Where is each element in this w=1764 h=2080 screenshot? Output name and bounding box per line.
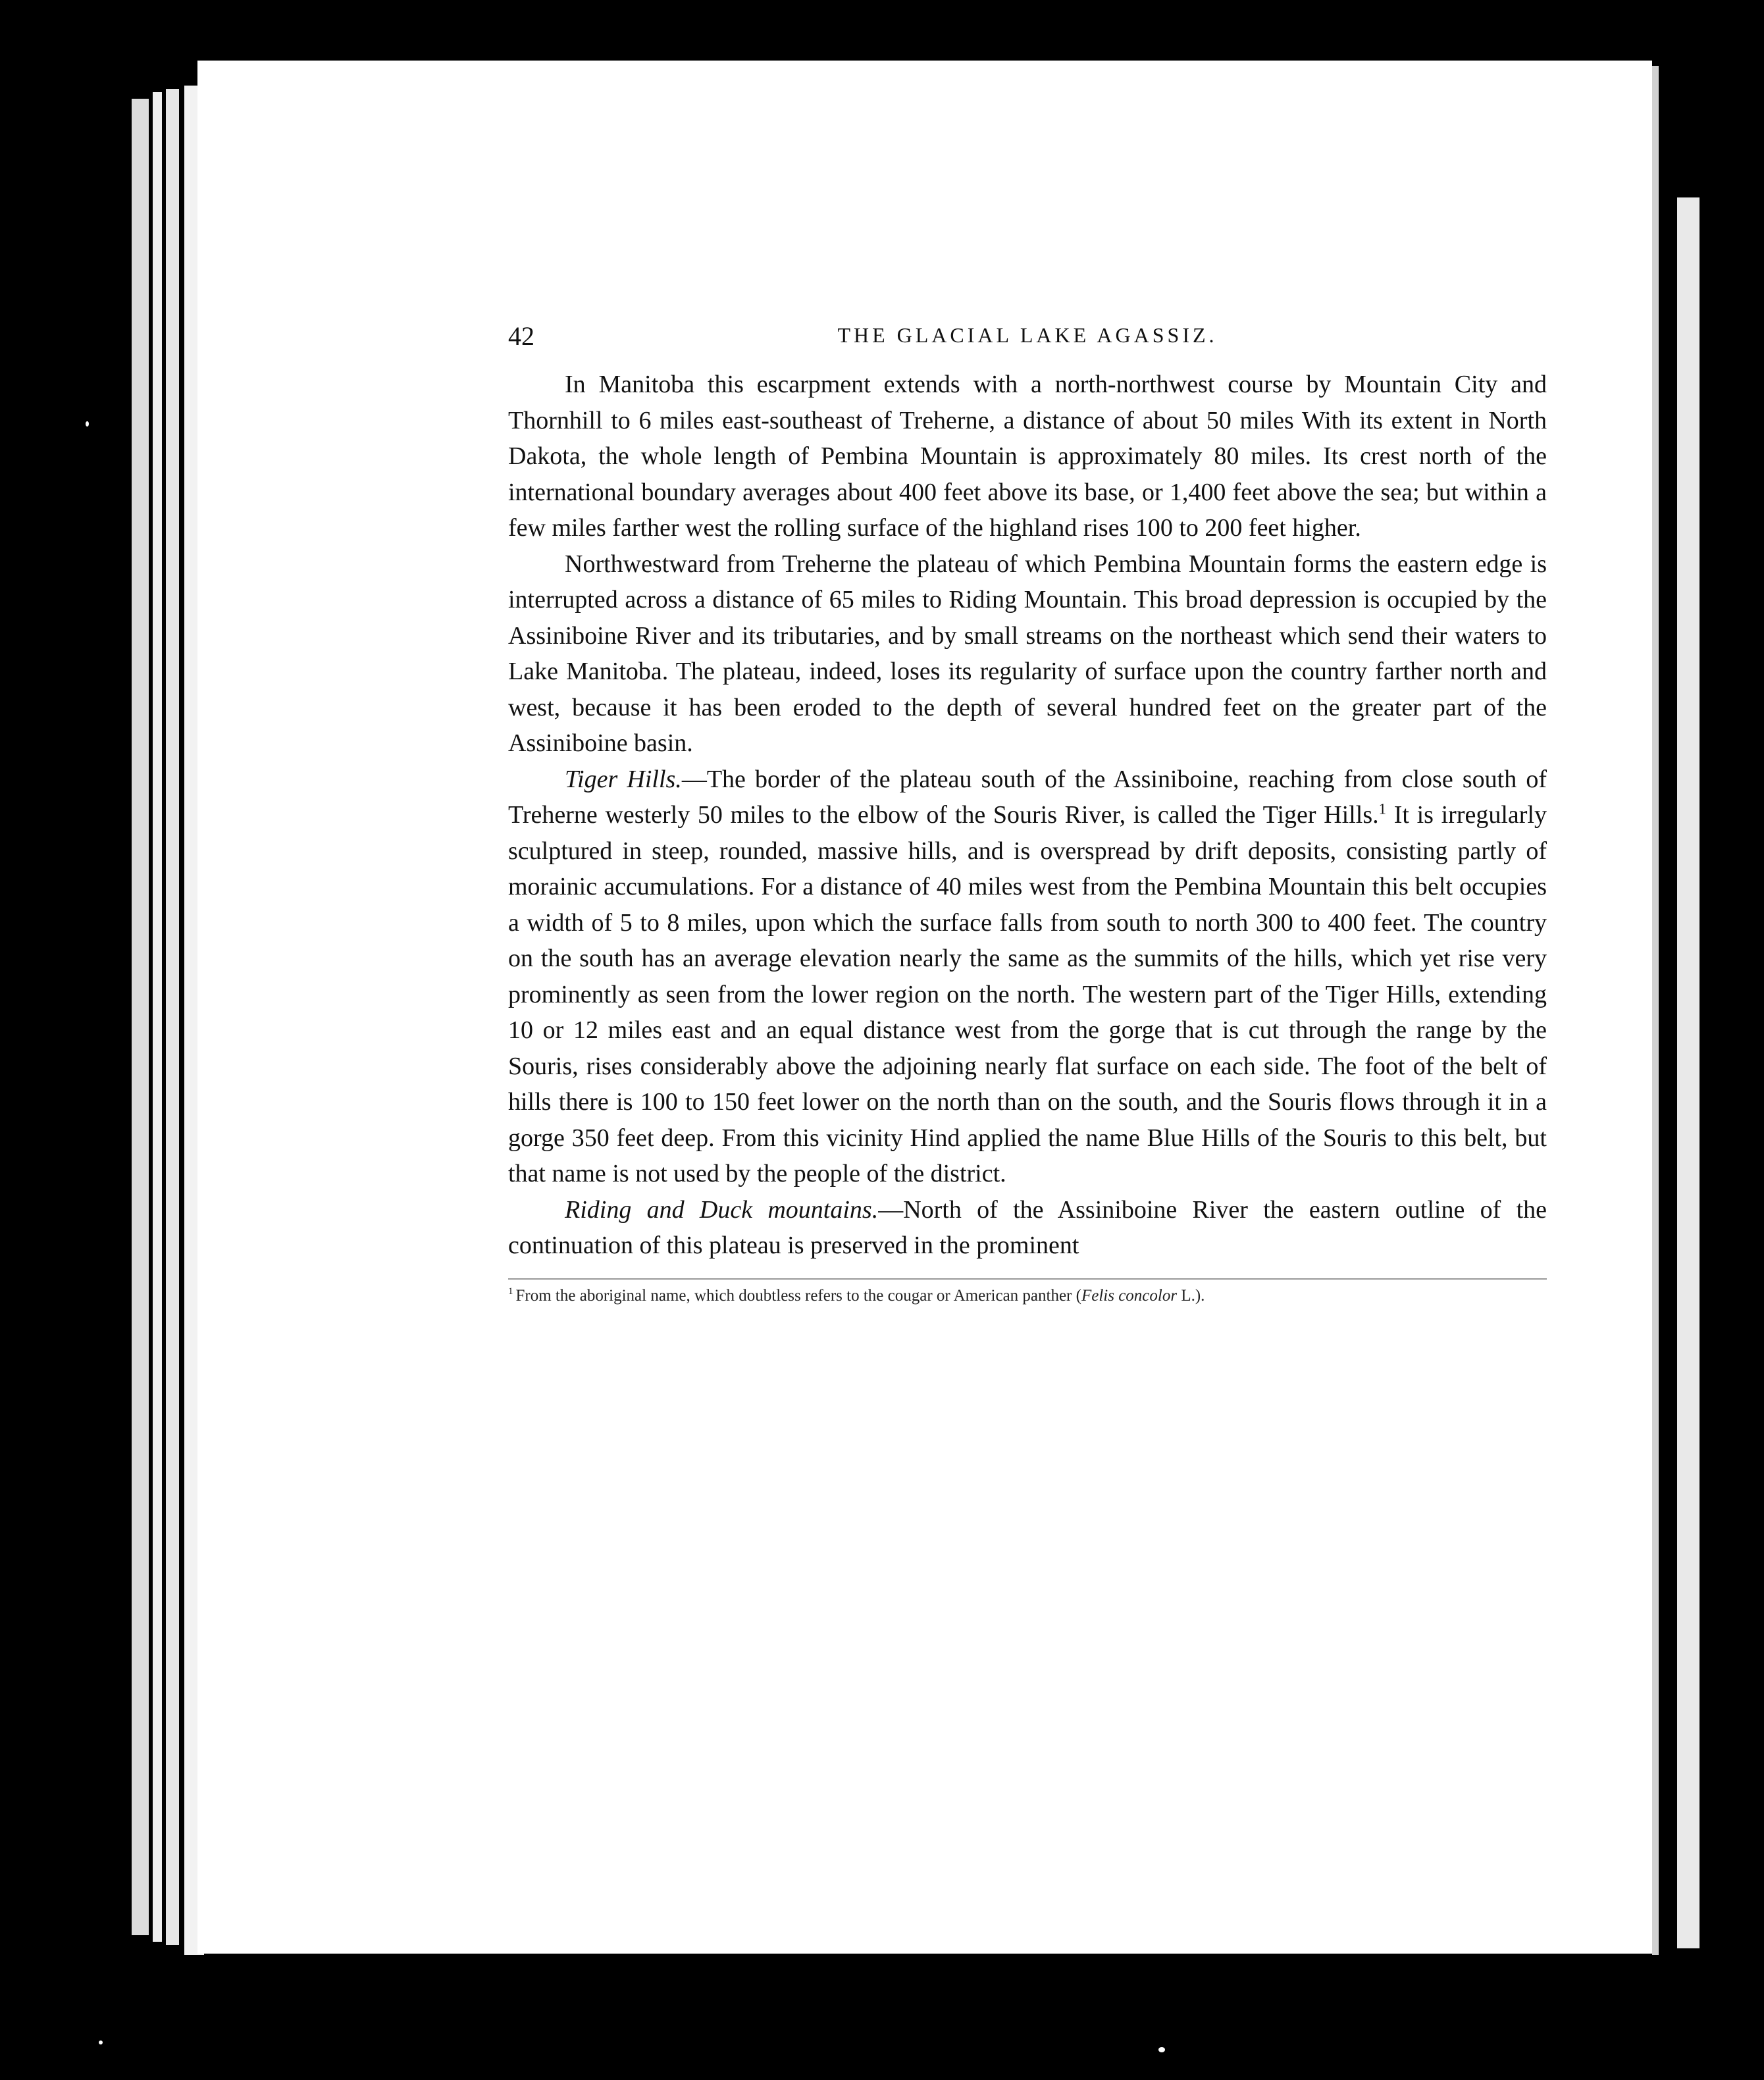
scan-speck (99, 2041, 103, 2044)
footnote (508, 1285, 1547, 1307)
book-page-edges (132, 86, 204, 1955)
footnote-mark: 1 (508, 1286, 513, 1297)
section-lead-riding-duck: Riding and Duck mountains. (565, 1195, 879, 1224)
paragraph-text: —The border of the plateau south of the Assiniboine, reaching from close south of Treherne westerly 50 miles to the elbow of the Souris River, is called the Tiger Hills. (508, 765, 1547, 829)
footnote-species: Felis concolor (1081, 1286, 1178, 1305)
facing-page-edge (1677, 197, 1699, 1948)
footnote-rule (508, 1278, 1547, 1280)
page-gutter-shadow (1652, 66, 1659, 1955)
book-page (197, 61, 1652, 1954)
page-number: 42 (508, 321, 534, 351)
scan-speck (86, 421, 89, 427)
paragraph-northwestward: Northwestward from Treherne the plateau of which Pembina Mountain forms the eastern edge is interrupted across a distance of 65 miles to Riding Mountain. This broad depression is occupied by the Assiniboine River and its tributaries, and by small streams on the northeast which send their waters to Lake Manitoba. The plateau, indeed, loses its regularity of surface upon the country farther north and west, because it has been eroded to the depth of several hundred feet on the greater part of the Assiniboine basin. (508, 550, 1547, 757)
page-edge (153, 92, 162, 1942)
page-edge (166, 89, 179, 1945)
scan-speck (1158, 2047, 1165, 2052)
page-edge (132, 99, 149, 1935)
running-title: THE GLACIAL LAKE AGASSIZ. (837, 323, 1218, 347)
paragraph-text: It is irregularly sculptured in steep, rounded, massive hills, and is overspread by drift deposits, consisting partly of morainic accumulations. For a distance of 40 miles west from the Pembina Mountain this belt occupies a width of 5 to 8 miles, upon which the surface falls from south to north 300 to 400 feet. The country on the south has an average elevation nearly the same as the summits of the hills, which yet rise very prominently as seen from the lower region on the north. The western part of the Tiger Hills, extending 10 or 12 miles east and an equal distance west from the gorge that is cut through the range by the Souris, rises considerably above the adjoining nearly flat surface on each side. The foot of the belt of hills there is 100 to 150 feet lower on the north than on the south, and the Souris flows through it in a gorge 350 feet deep. From this vicinity Hind applied the name Blue Hills of the Souris to this belt, but that name is not used by the people of the district. (508, 801, 1547, 1187)
footnote-text: L.). (1177, 1286, 1205, 1305)
section-lead-tiger-hills: Tiger Hills. (565, 765, 682, 793)
paragraph-tiger-hills (508, 762, 1547, 1192)
footnote-text: From the aboriginal name, which doubtless refers to the cougar or American panther ( (515, 1286, 1081, 1305)
page-content (508, 321, 1547, 1307)
footnote-reference: 1 (1378, 800, 1387, 818)
paragraph-riding-duck (508, 1192, 1547, 1264)
paragraph-text: —North of the Assiniboine River the eastern outline of the continuation of this plateau is preserved in the prominent (508, 1195, 1547, 1259)
running-head (508, 321, 1547, 367)
paragraph-manitoba-escarpment: In Manitoba this escarpment extends with a north-northwest course by Mountain City and Thornhill to 6 miles east-southeast of Treherne, a distance of about 50 miles With its extent in North Dakota, the whole length of Pembina Mountain is approximately 80 miles. Its crest north of the international boundary averages about 400 feet above its base, or 1,400 feet above the sea; but within a few miles farther west the rolling surface of the highland rises 100 to 200 feet higher. (508, 371, 1547, 542)
